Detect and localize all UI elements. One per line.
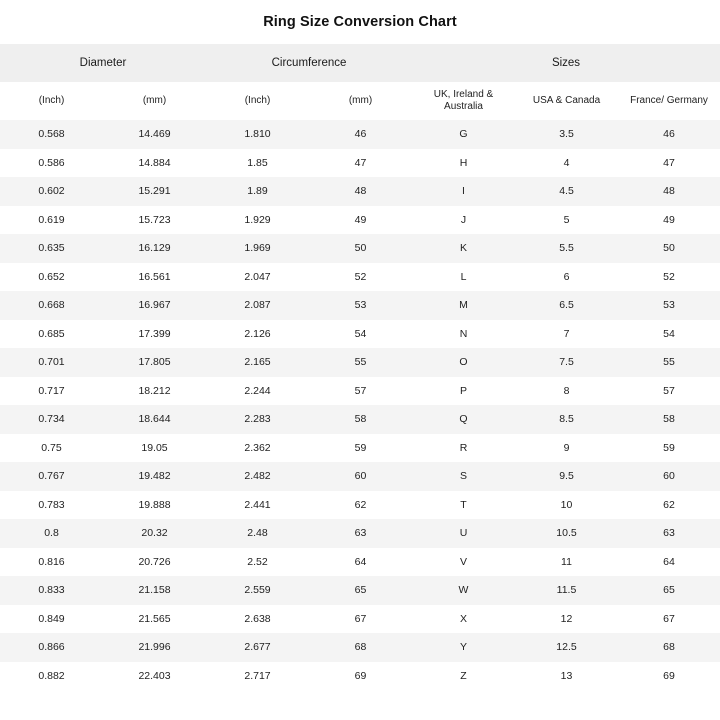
cell-size-usa: 5 bbox=[515, 206, 618, 235]
cell-diameter-mm: 21.996 bbox=[103, 633, 206, 662]
cell-circumference-mm: 57 bbox=[309, 377, 412, 406]
cell-circumference-inch: 2.638 bbox=[206, 605, 309, 634]
cell-size-usa: 11 bbox=[515, 548, 618, 577]
cell-diameter-mm: 16.129 bbox=[103, 234, 206, 263]
cell-size-uk: T bbox=[412, 491, 515, 520]
cell-diameter-inch: 0.816 bbox=[0, 548, 103, 577]
cell-circumference-inch: 2.283 bbox=[206, 405, 309, 434]
cell-circumference-mm: 54 bbox=[309, 320, 412, 349]
table-row bbox=[0, 605, 720, 634]
cell-diameter-inch: 0.652 bbox=[0, 263, 103, 292]
cell-circumference-inch: 1.929 bbox=[206, 206, 309, 235]
cell-diameter-mm: 17.399 bbox=[103, 320, 206, 349]
cell-size-usa: 9.5 bbox=[515, 462, 618, 491]
cell-size-usa: 4.5 bbox=[515, 177, 618, 206]
cell-size-usa: 10 bbox=[515, 491, 618, 520]
cell-circumference-inch: 2.48 bbox=[206, 519, 309, 548]
cell-size-usa: 7.5 bbox=[515, 348, 618, 377]
cell-size-france: 52 bbox=[618, 263, 720, 292]
cell-diameter-mm: 17.805 bbox=[103, 348, 206, 377]
cell-diameter-mm: 16.967 bbox=[103, 291, 206, 320]
cell-diameter-mm: 19.482 bbox=[103, 462, 206, 491]
cell-circumference-inch: 2.717 bbox=[206, 662, 309, 691]
sub-header-diameter-inch: (Inch) bbox=[0, 82, 103, 120]
table-row bbox=[0, 548, 720, 577]
cell-size-usa: 9 bbox=[515, 434, 618, 463]
cell-size-usa: 11.5 bbox=[515, 576, 618, 605]
cell-circumference-inch: 1.85 bbox=[206, 149, 309, 178]
cell-circumference-inch: 1.89 bbox=[206, 177, 309, 206]
cell-circumference-inch: 2.52 bbox=[206, 548, 309, 577]
cell-size-uk: Q bbox=[412, 405, 515, 434]
cell-circumference-mm: 52 bbox=[309, 263, 412, 292]
cell-circumference-mm: 63 bbox=[309, 519, 412, 548]
cell-circumference-inch: 1.810 bbox=[206, 120, 309, 149]
cell-circumference-mm: 60 bbox=[309, 462, 412, 491]
sub-header-usa-canada: USA & Canada bbox=[515, 82, 618, 120]
cell-size-uk: H bbox=[412, 149, 515, 178]
cell-size-uk: P bbox=[412, 377, 515, 406]
cell-size-uk: N bbox=[412, 320, 515, 349]
table-row bbox=[0, 633, 720, 662]
table-row bbox=[0, 662, 720, 691]
cell-diameter-mm: 20.726 bbox=[103, 548, 206, 577]
cell-size-france: 57 bbox=[618, 377, 720, 406]
cell-size-france: 55 bbox=[618, 348, 720, 377]
table-row bbox=[0, 177, 720, 206]
cell-diameter-mm: 15.291 bbox=[103, 177, 206, 206]
cell-circumference-mm: 64 bbox=[309, 548, 412, 577]
cell-size-uk: L bbox=[412, 263, 515, 292]
cell-size-usa: 3.5 bbox=[515, 120, 618, 149]
table-row bbox=[0, 320, 720, 349]
table-body bbox=[0, 120, 720, 690]
cell-circumference-mm: 53 bbox=[309, 291, 412, 320]
cell-size-uk: S bbox=[412, 462, 515, 491]
cell-diameter-inch: 0.833 bbox=[0, 576, 103, 605]
cell-diameter-mm: 20.32 bbox=[103, 519, 206, 548]
cell-circumference-mm: 67 bbox=[309, 605, 412, 634]
cell-size-france: 49 bbox=[618, 206, 720, 235]
cell-circumference-mm: 69 bbox=[309, 662, 412, 691]
table-row bbox=[0, 120, 720, 149]
cell-size-uk: W bbox=[412, 576, 515, 605]
cell-circumference-inch: 2.362 bbox=[206, 434, 309, 463]
sub-header-diameter-mm: (mm) bbox=[103, 82, 206, 120]
cell-circumference-inch: 2.482 bbox=[206, 462, 309, 491]
cell-size-usa: 12 bbox=[515, 605, 618, 634]
sub-header-uk-ireland-australia: UK, Ireland & Australia bbox=[412, 82, 515, 120]
cell-diameter-inch: 0.619 bbox=[0, 206, 103, 235]
cell-circumference-inch: 2.441 bbox=[206, 491, 309, 520]
cell-diameter-mm: 19.888 bbox=[103, 491, 206, 520]
cell-diameter-inch: 0.701 bbox=[0, 348, 103, 377]
cell-size-france: 62 bbox=[618, 491, 720, 520]
cell-size-usa: 5.5 bbox=[515, 234, 618, 263]
sub-header-circumference-mm: (mm) bbox=[309, 82, 412, 120]
cell-size-uk: R bbox=[412, 434, 515, 463]
table-row bbox=[0, 377, 720, 406]
sub-header-circumference-inch: (Inch) bbox=[206, 82, 309, 120]
cell-circumference-mm: 65 bbox=[309, 576, 412, 605]
cell-size-uk: G bbox=[412, 120, 515, 149]
cell-circumference-mm: 49 bbox=[309, 206, 412, 235]
ring-size-conversion-table bbox=[0, 44, 720, 690]
cell-circumference-mm: 68 bbox=[309, 633, 412, 662]
table-group-header-row bbox=[0, 44, 720, 82]
cell-diameter-mm: 21.158 bbox=[103, 576, 206, 605]
cell-size-france: 67 bbox=[618, 605, 720, 634]
cell-diameter-mm: 19.05 bbox=[103, 434, 206, 463]
cell-size-usa: 12.5 bbox=[515, 633, 618, 662]
cell-size-france: 65 bbox=[618, 576, 720, 605]
cell-circumference-mm: 47 bbox=[309, 149, 412, 178]
cell-diameter-inch: 0.568 bbox=[0, 120, 103, 149]
table-row bbox=[0, 149, 720, 178]
cell-diameter-inch: 0.849 bbox=[0, 605, 103, 634]
cell-size-usa: 4 bbox=[515, 149, 618, 178]
cell-circumference-mm: 59 bbox=[309, 434, 412, 463]
cell-circumference-inch: 2.677 bbox=[206, 633, 309, 662]
cell-diameter-mm: 21.565 bbox=[103, 605, 206, 634]
cell-size-uk: Y bbox=[412, 633, 515, 662]
cell-size-uk: Z bbox=[412, 662, 515, 691]
cell-size-france: 48 bbox=[618, 177, 720, 206]
cell-circumference-mm: 48 bbox=[309, 177, 412, 206]
cell-circumference-inch: 2.244 bbox=[206, 377, 309, 406]
cell-diameter-inch: 0.685 bbox=[0, 320, 103, 349]
table-row bbox=[0, 348, 720, 377]
cell-diameter-mm: 18.644 bbox=[103, 405, 206, 434]
cell-size-france: 54 bbox=[618, 320, 720, 349]
group-header-sizes: Sizes bbox=[412, 44, 720, 82]
cell-size-uk: K bbox=[412, 234, 515, 263]
table-row bbox=[0, 206, 720, 235]
cell-diameter-mm: 14.469 bbox=[103, 120, 206, 149]
cell-circumference-mm: 62 bbox=[309, 491, 412, 520]
cell-diameter-mm: 14.884 bbox=[103, 149, 206, 178]
table-row bbox=[0, 291, 720, 320]
cell-size-uk: V bbox=[412, 548, 515, 577]
cell-diameter-inch: 0.767 bbox=[0, 462, 103, 491]
group-header-circumference: Circumference bbox=[206, 44, 412, 82]
table-row bbox=[0, 576, 720, 605]
table-row bbox=[0, 263, 720, 292]
cell-diameter-inch: 0.602 bbox=[0, 177, 103, 206]
cell-size-uk: O bbox=[412, 348, 515, 377]
cell-diameter-inch: 0.783 bbox=[0, 491, 103, 520]
cell-size-usa: 6.5 bbox=[515, 291, 618, 320]
cell-circumference-inch: 2.087 bbox=[206, 291, 309, 320]
cell-size-uk: X bbox=[412, 605, 515, 634]
table-row bbox=[0, 519, 720, 548]
cell-circumference-inch: 2.126 bbox=[206, 320, 309, 349]
cell-circumference-inch: 2.559 bbox=[206, 576, 309, 605]
cell-size-france: 47 bbox=[618, 149, 720, 178]
cell-size-france: 53 bbox=[618, 291, 720, 320]
cell-diameter-mm: 16.561 bbox=[103, 263, 206, 292]
cell-size-usa: 13 bbox=[515, 662, 618, 691]
cell-diameter-mm: 15.723 bbox=[103, 206, 206, 235]
table-row bbox=[0, 434, 720, 463]
cell-size-france: 63 bbox=[618, 519, 720, 548]
cell-size-usa: 8.5 bbox=[515, 405, 618, 434]
cell-size-france: 59 bbox=[618, 434, 720, 463]
cell-diameter-inch: 0.668 bbox=[0, 291, 103, 320]
cell-circumference-inch: 2.165 bbox=[206, 348, 309, 377]
cell-size-france: 50 bbox=[618, 234, 720, 263]
cell-diameter-inch: 0.75 bbox=[0, 434, 103, 463]
table-row bbox=[0, 405, 720, 434]
cell-size-usa: 8 bbox=[515, 377, 618, 406]
cell-circumference-mm: 58 bbox=[309, 405, 412, 434]
cell-size-france: 60 bbox=[618, 462, 720, 491]
cell-size-france: 69 bbox=[618, 662, 720, 691]
cell-diameter-inch: 0.635 bbox=[0, 234, 103, 263]
cell-circumference-inch: 2.047 bbox=[206, 263, 309, 292]
cell-diameter-inch: 0.866 bbox=[0, 633, 103, 662]
table-sub-header-row bbox=[0, 82, 720, 120]
table-row bbox=[0, 462, 720, 491]
cell-diameter-inch: 0.586 bbox=[0, 149, 103, 178]
cell-size-uk: J bbox=[412, 206, 515, 235]
table-row bbox=[0, 234, 720, 263]
cell-size-usa: 6 bbox=[515, 263, 618, 292]
cell-diameter-inch: 0.717 bbox=[0, 377, 103, 406]
sub-header-france-germany: France/ Germany bbox=[618, 82, 720, 120]
cell-size-usa: 7 bbox=[515, 320, 618, 349]
group-header-diameter: Diameter bbox=[0, 44, 206, 82]
cell-size-france: 58 bbox=[618, 405, 720, 434]
cell-circumference-mm: 55 bbox=[309, 348, 412, 377]
cell-diameter-mm: 22.403 bbox=[103, 662, 206, 691]
page-title: Ring Size Conversion Chart bbox=[263, 14, 457, 30]
cell-diameter-inch: 0.882 bbox=[0, 662, 103, 691]
cell-size-uk: M bbox=[412, 291, 515, 320]
cell-size-uk: I bbox=[412, 177, 515, 206]
cell-circumference-mm: 46 bbox=[309, 120, 412, 149]
cell-size-france: 68 bbox=[618, 633, 720, 662]
cell-circumference-inch: 1.969 bbox=[206, 234, 309, 263]
cell-size-uk: U bbox=[412, 519, 515, 548]
table-head bbox=[0, 44, 720, 120]
cell-size-france: 64 bbox=[618, 548, 720, 577]
cell-diameter-mm: 18.212 bbox=[103, 377, 206, 406]
cell-diameter-inch: 0.8 bbox=[0, 519, 103, 548]
cell-diameter-inch: 0.734 bbox=[0, 405, 103, 434]
cell-size-usa: 10.5 bbox=[515, 519, 618, 548]
cell-circumference-mm: 50 bbox=[309, 234, 412, 263]
table-row bbox=[0, 491, 720, 520]
cell-size-france: 46 bbox=[618, 120, 720, 149]
